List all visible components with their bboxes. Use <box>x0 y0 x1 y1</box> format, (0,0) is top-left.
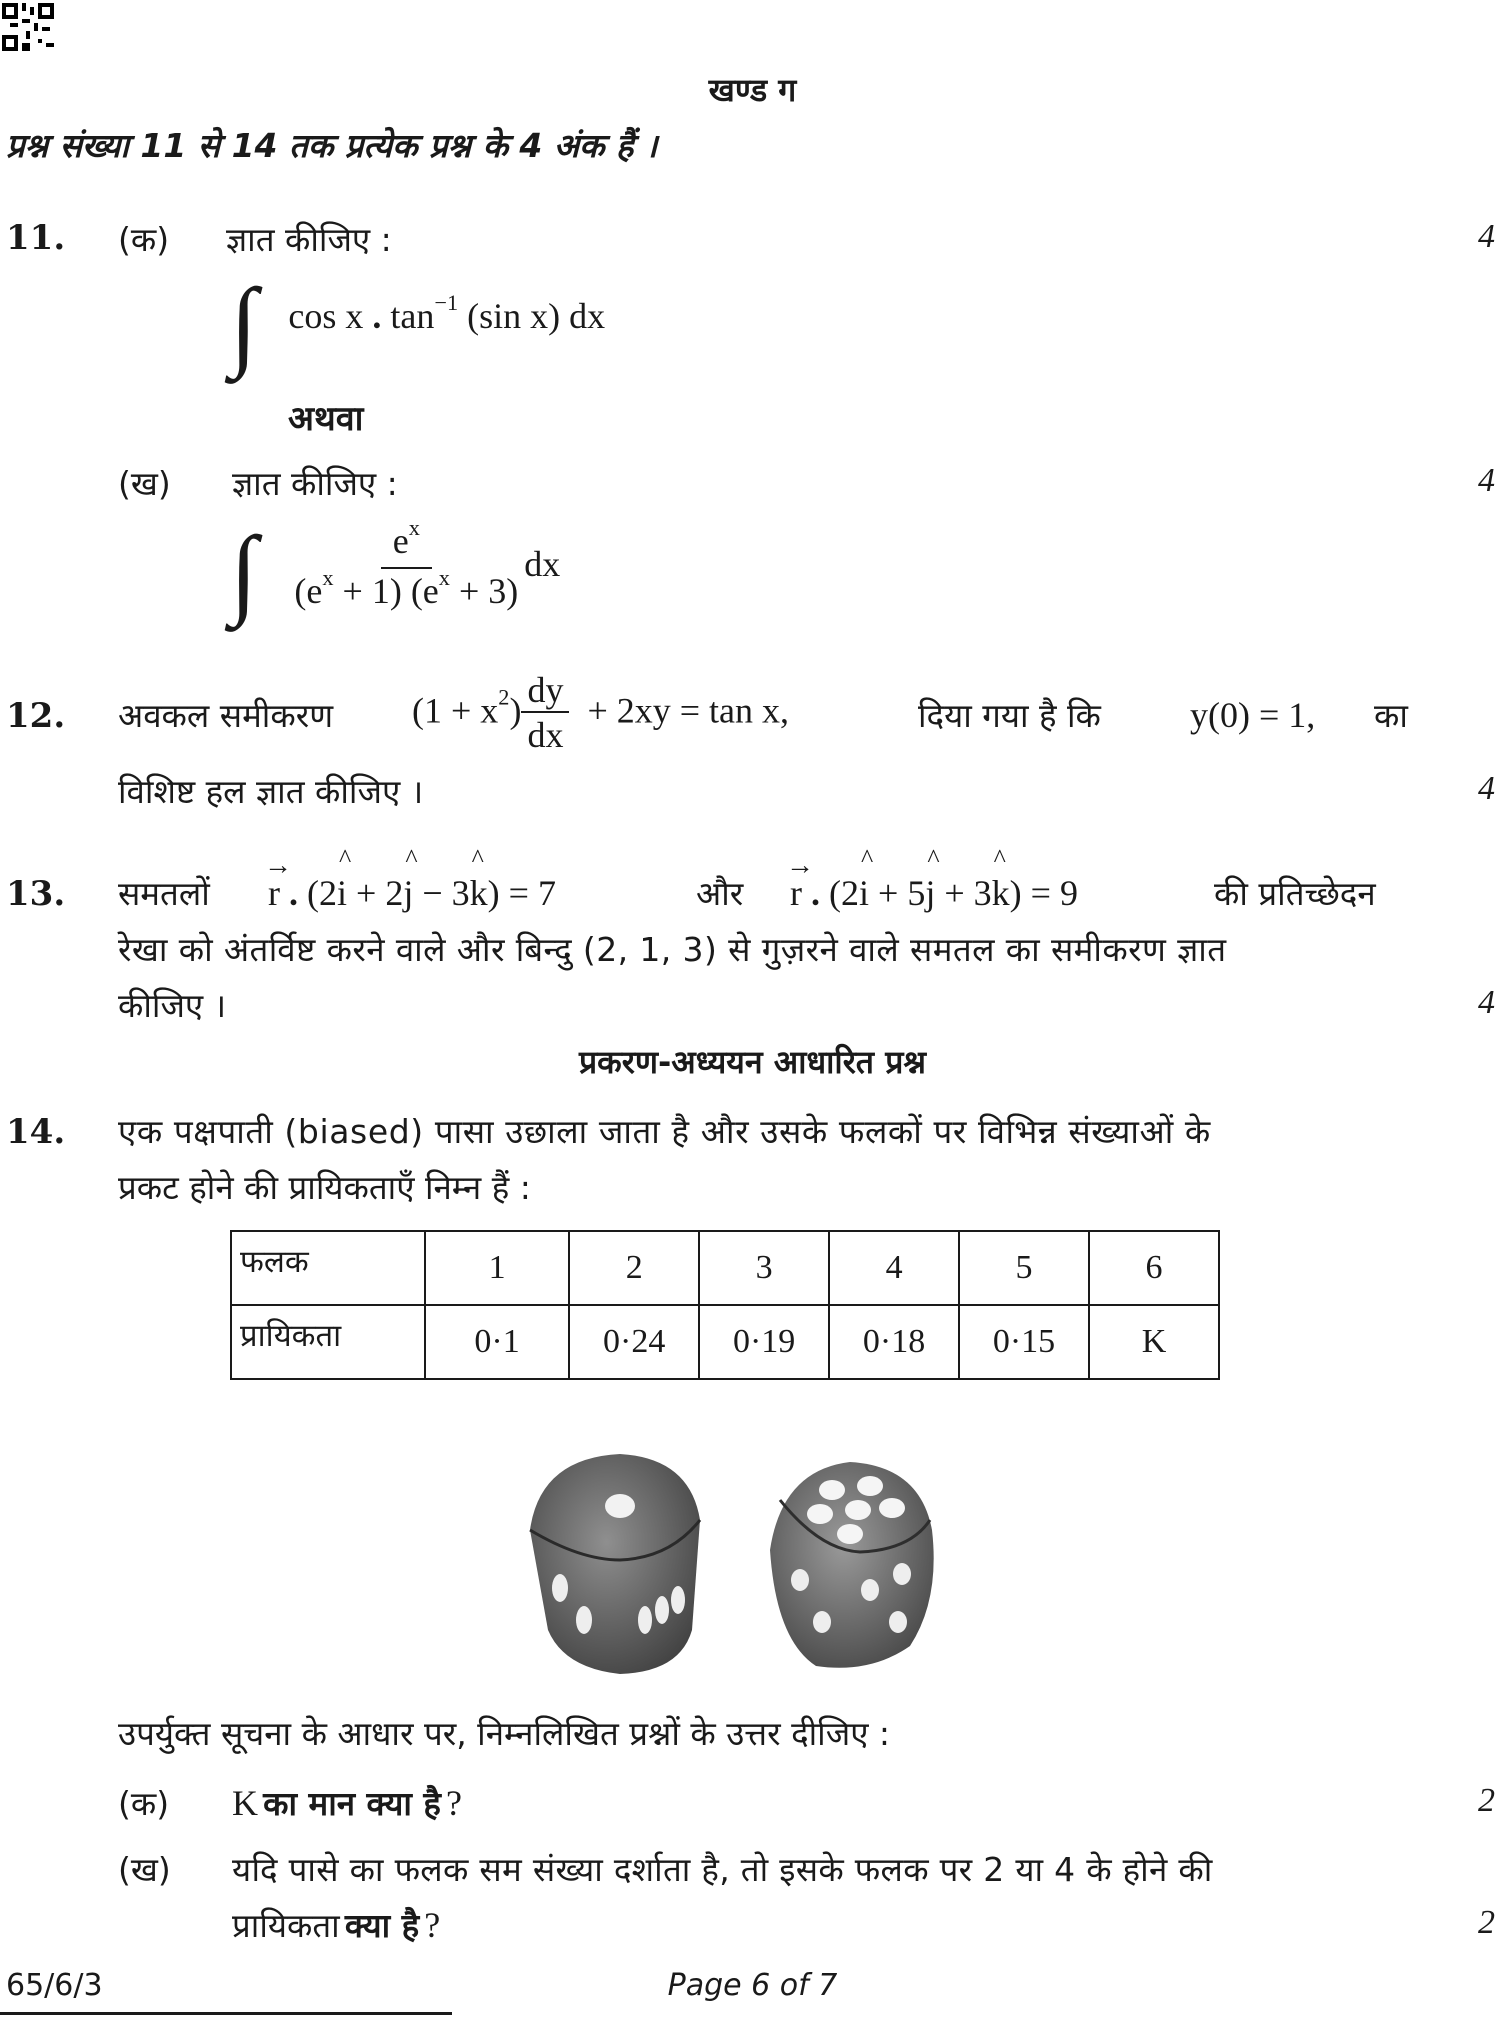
q14-part-b-label: (ख) <box>118 1850 171 1889</box>
table-cell: 5 <box>959 1231 1089 1305</box>
footer-code: 65/6/3 <box>6 1968 103 2003</box>
q14-part-a-question <box>232 1780 462 1825</box>
q11-part-b-prompt: ज्ञात कीजिए : <box>232 464 398 503</box>
q14-part-b-word: प्रायिकता <box>232 1906 340 1945</box>
table-row-probabilities <box>231 1305 1219 1379</box>
q13-plane-1: r → . (2i ^ + 2j ^ − 3k ^ ) = 7 <box>264 844 556 913</box>
case-study-heading: प्रकरण-अध्ययन आधारित प्रश्न <box>578 1043 927 1081</box>
integral-sign: ∫ <box>230 516 258 627</box>
q11-part-a-label: (क) <box>118 220 170 259</box>
footer-rule <box>0 2012 452 2015</box>
q14-part-b-marks: 2 <box>1478 1904 1495 1941</box>
table-cell: 0·15 <box>959 1305 1089 1379</box>
q14-part-b-line-2 <box>232 1902 440 1947</box>
q12-line-2: विशिष्ट हल ज्ञात कीजिए । <box>118 772 424 811</box>
q11-part-b-label: (ख) <box>118 464 171 503</box>
q12-equation: $(1 + x^2)$ $\frac{dy}{dx}$ + 2xy = tan x, <box>412 670 790 756</box>
table-cell: 0·1 <box>425 1305 569 1379</box>
section-instruction: प्रश्न संख्या 11 से 14 तक प्रत्येक प्रश्न के 4 अंक हैं । <box>6 126 658 165</box>
q14-part-a-text: का मान क्या है <box>263 1784 441 1823</box>
q11-part-a-marks: 4 <box>1478 218 1495 255</box>
q11-part-b-integral: ∫ $\frac{e^x}{(e^x + 1) (e^x + 3)}$ dx <box>230 515 561 627</box>
question-number-11: 11. <box>6 218 66 258</box>
table-cell: 0·24 <box>569 1305 699 1379</box>
table-row-faces <box>231 1231 1219 1305</box>
q12-marks: 4 <box>1478 770 1495 807</box>
table-cell: 0·19 <box>699 1305 829 1379</box>
q14-part-b-line-1: यदि पासे का फलक सम संख्या दर्शाता है, तो इसके फलक पर 2 या 4 के होने की <box>232 1850 1213 1889</box>
question-number-14: 14. <box>6 1112 66 1152</box>
q13-marks: 4 <box>1478 984 1495 1021</box>
q11-part-b-marks: 4 <box>1478 462 1495 499</box>
table-cell: 4 <box>829 1231 959 1305</box>
q14-part-a-label: (क) <box>118 1784 170 1823</box>
table-cell: 1 <box>425 1231 569 1305</box>
question-mark: ? <box>424 1905 441 1945</box>
question-mark: ? <box>446 1783 462 1823</box>
q14-intro: उपर्युक्त सूचना के आधार पर, निम्नलिखित प्रश्नों के उत्तर दीजिए : <box>118 1714 891 1753</box>
table-cell: 3 <box>699 1231 829 1305</box>
q14-line-2: प्रकट होने की प्रायिकताएँ निम्न हैं : <box>118 1168 531 1207</box>
table-cell: 2 <box>569 1231 699 1305</box>
qr-code <box>2 2 54 52</box>
question-number-13: 13. <box>6 874 66 914</box>
question-number-12: 12. <box>6 696 66 736</box>
q14-part-b-bold: क्या है <box>344 1906 420 1945</box>
q11-part-a-integral: ∫ cos x . $\tan^{-1} (\sin$ x) dx <box>230 268 606 379</box>
q12-given-text: दिया गया है कि <box>918 696 1101 735</box>
q13-tail-text: की प्रतिच्छेदन <box>1214 874 1376 913</box>
q11-part-a-prompt: ज्ञात कीजिए : <box>226 220 392 259</box>
q13-plane-2: r → . (2i ^ + 5j ^ + 3k ^ ) = 9 <box>786 844 1078 913</box>
q12-lead-text: अवकल समीकरण <box>118 696 334 735</box>
table-row-label: प्रायिकता <box>231 1305 425 1379</box>
section-title: खण्ड ग <box>708 71 797 109</box>
table-cell: K <box>1089 1305 1219 1379</box>
q14-part-a-marks: 2 <box>1478 1782 1495 1819</box>
footer-page-number: Page 6 of 7 <box>667 1968 838 2003</box>
q11-or-text: अथवा <box>288 399 364 439</box>
q12-ka-text: का <box>1374 696 1408 735</box>
dice-image <box>520 1440 1000 1680</box>
q14-line-1: एक पक्षपाती (biased) पासा उछाला जाता है और उसके फलकों पर विभिन्न संख्याओं के <box>118 1112 1211 1151</box>
integral-sign: ∫ <box>230 268 258 379</box>
die-right <box>770 1462 934 1668</box>
q13-line-2: रेखा को अंतर्विष्ट करने वाले और बिन्दु (2, 1, 3) से गुज़रने वाले समतल का समीकरण ज्ञात <box>118 930 1227 969</box>
probability-table <box>230 1230 1220 1380</box>
table-cell: 6 <box>1089 1231 1219 1305</box>
q13-line-3: कीजिए । <box>118 986 227 1025</box>
q12-initial-condition: y(0) = 1, <box>1190 695 1316 735</box>
table-row-label: फलक <box>231 1231 425 1305</box>
q13-aur-text: और <box>696 874 744 913</box>
variable-k: K <box>232 1783 258 1823</box>
die-left <box>530 1454 700 1674</box>
table-cell: 0·18 <box>829 1305 959 1379</box>
q13-lead-text: समतलों <box>118 874 210 913</box>
